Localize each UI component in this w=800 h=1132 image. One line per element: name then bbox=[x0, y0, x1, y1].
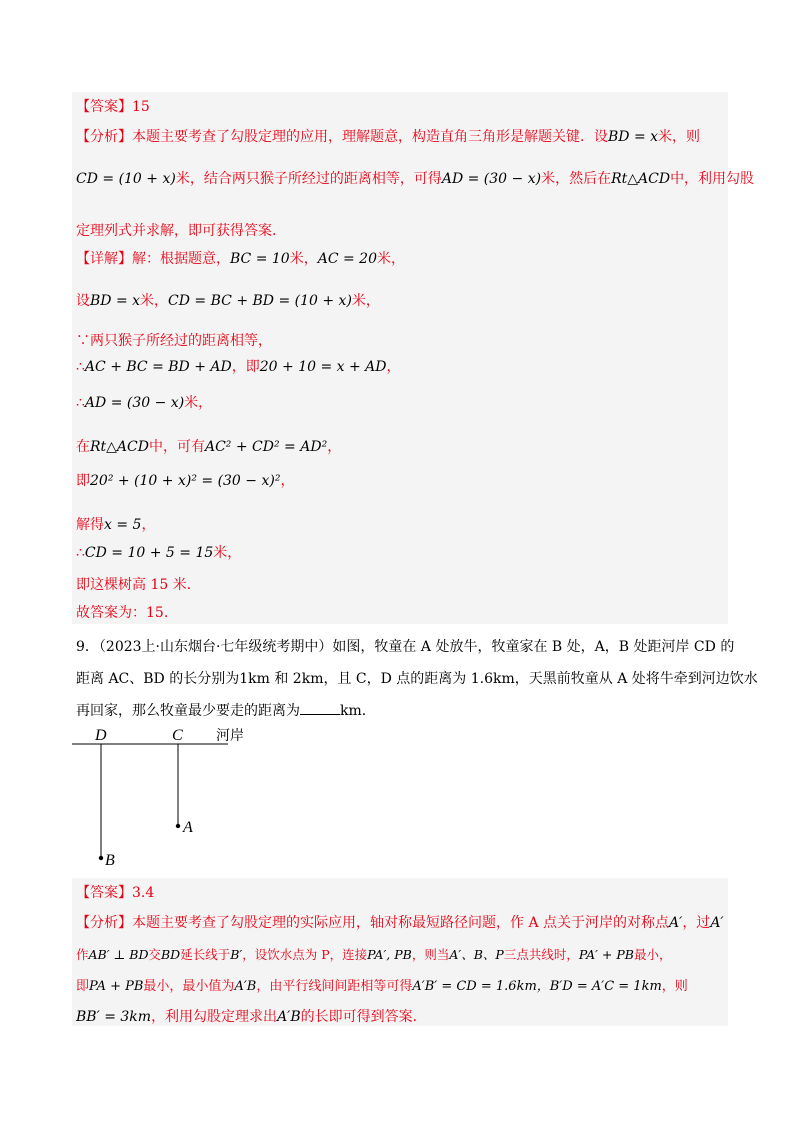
label-river-bank: 河岸 bbox=[216, 728, 244, 744]
detail-line-9: ∴CD = 10 + 5 = 15米， bbox=[76, 545, 242, 561]
detail-line-10: 即这棵树高 15 米． bbox=[76, 577, 201, 593]
label-d: D bbox=[95, 727, 107, 744]
question-9-line-1: 9．（2023上·山东烟台·七年级统考期中）如图，牧童在 A 处放牛，牧童家在 B 处，A，B 处距河岸 CD 的 bbox=[76, 639, 735, 655]
question-9-line-3: 再回家，那么牧童最少要走的距离为 km． bbox=[76, 703, 376, 719]
detail-line-1: 【详解】解：根据题意，BC = 10米，AC = 20米， bbox=[76, 251, 405, 267]
analysis2-line-2: 作AB′ ⊥ BD交BD延长线于B′，设饮水点为 P，连接PA′, PB，则当A′、B、P三点共线时，PA′ + PB最小， bbox=[76, 947, 672, 962]
detail-line-2: 设BD = x米，CD = BC + BD = (10 + x)米， bbox=[76, 293, 380, 309]
label-a: A bbox=[183, 819, 193, 836]
detail-line-8: 解得x = 5， bbox=[76, 517, 156, 533]
detail-line-7: 即20² + (10 + x)² = (30 − x)²， bbox=[76, 473, 295, 489]
point-a bbox=[176, 824, 180, 828]
point-b bbox=[99, 856, 103, 860]
detail-line-11: 故答案为：15． bbox=[76, 605, 178, 621]
analysis2-line-3: 即PA + PB最小，最小值为A′B，由平行线间间距相等可得A′B′ = CD = 1.6km，B′D = A′C = 1km，则 bbox=[76, 979, 688, 994]
analysis-line-3: 定理列式并求解，即可获得答案． bbox=[76, 223, 286, 239]
analysis2-line-1: 【分析】本题主要考查了勾股定理的实际应用，轴对称最短路径问题，作 A 点关于河岸的对称点A′，过A′ bbox=[76, 915, 724, 931]
detail-line-4: ∴AC + BC = BD + AD，即20 + 10 = x + AD， bbox=[76, 359, 401, 375]
detail-line-3: ∵两只猴子所经过的距离相等， bbox=[76, 333, 272, 349]
analysis-line-1: 【分析】本题主要考查了勾股定理的应用，理解题意，构造直角三角形是解题关键．设BD = x米，则 bbox=[76, 129, 701, 145]
question-9-line-2: 距离 AC、BD 的长分别为1km 和 2km，且 C，D 点的距离为 1.6km，天黑前牧童从 A 处将牛牵到河边饮水 bbox=[76, 671, 758, 687]
analysis-line-2: CD = (10 + x)米，结合两只猴子所经过的距离相等，可得AD = (30 − x)米，然后在Rt△ACD中，利用勾股 bbox=[76, 171, 755, 187]
detail-line-5: ∴AD = (30 − x)米， bbox=[76, 395, 213, 411]
label-c: C bbox=[172, 727, 183, 744]
answer-blank bbox=[300, 702, 340, 715]
river-bank-figure bbox=[70, 720, 270, 870]
analysis2-line-4: BB′ = 3km，利用勾股定理求出A′B的长即可得到答案． bbox=[76, 1009, 427, 1025]
answer-line-1: 【答案】15 bbox=[76, 99, 150, 115]
detail-line-6: 在Rt△ACD中，可有AC² + CD² = AD²， bbox=[76, 439, 342, 455]
label-b: B bbox=[105, 852, 115, 869]
answer-line-2: 【答案】3.4 bbox=[76, 885, 155, 901]
